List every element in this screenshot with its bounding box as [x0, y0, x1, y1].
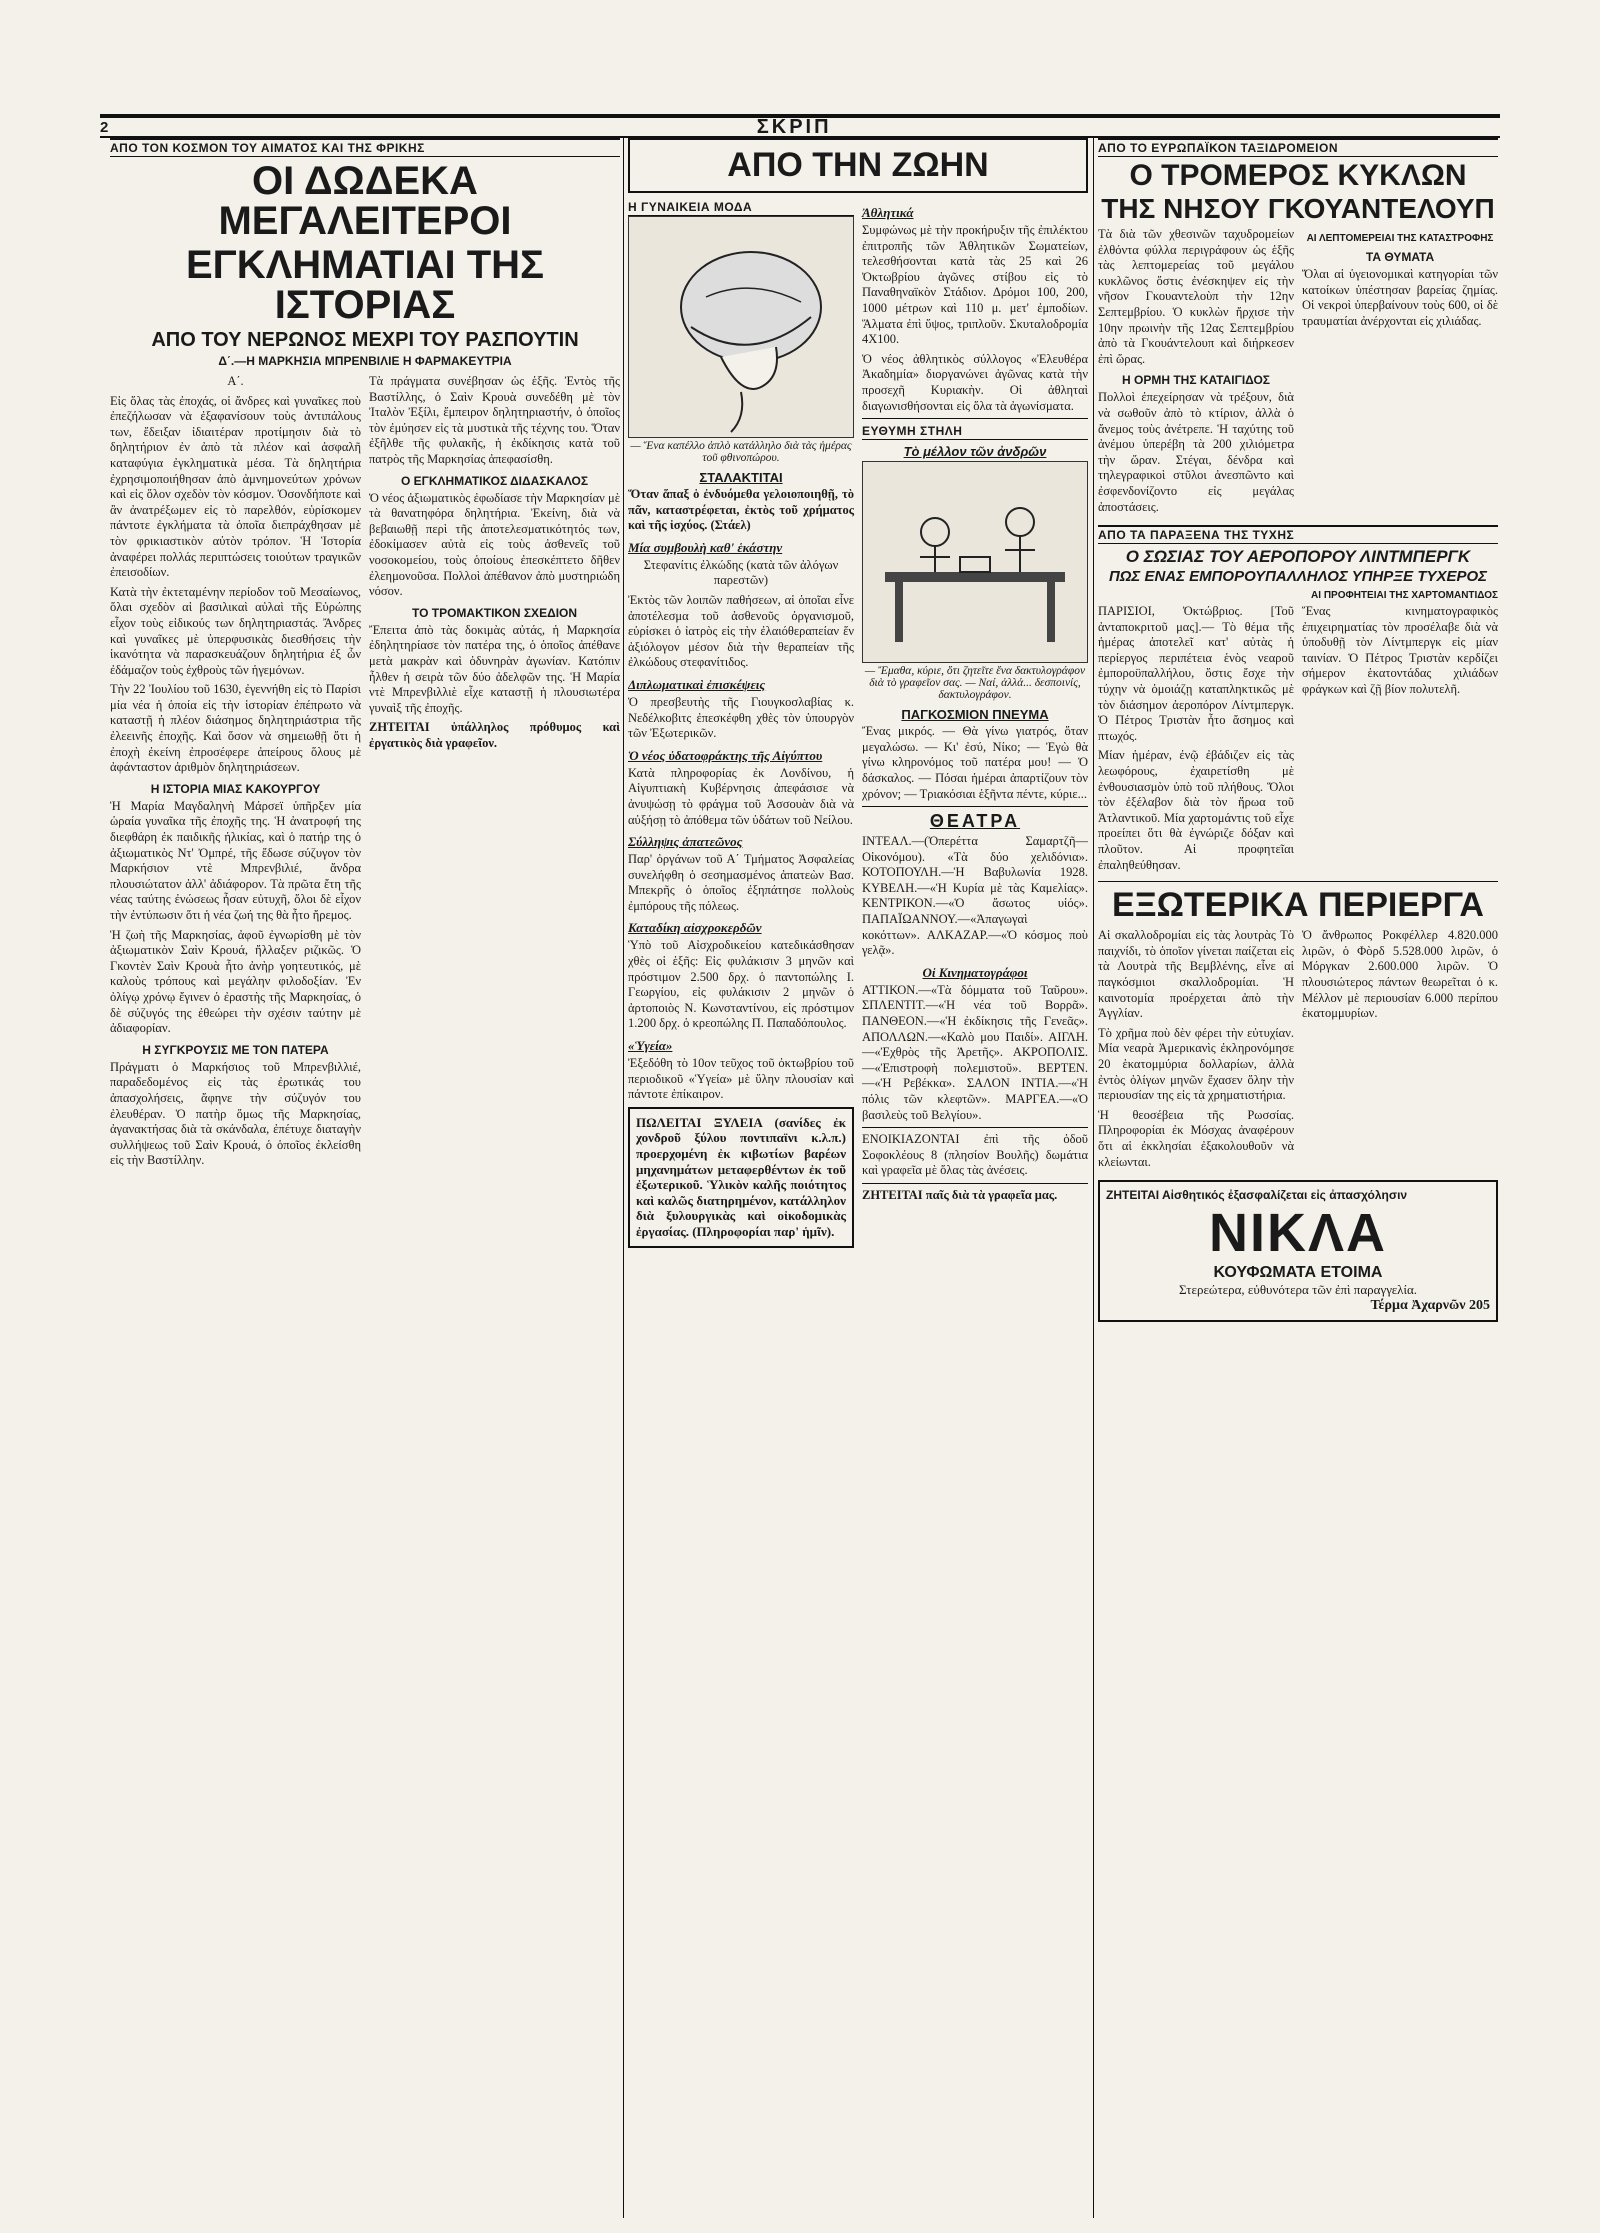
article-paragraph: Ὅλαι αἱ ὑγειονομικαὶ κατηγορίαι τῶν κατοίκων ὑπέστησαν βαρείας ζημίας. Οἱ νεκροὶ ὑπερβαίνουν τοὺς 600, οἱ δὲ τραυματίαι ἀνέρχονται εἰς χιλιάδας.	[1302, 267, 1498, 328]
article-paragraph: Ὁ νέος ἀξιωματικὸς ἐφωδίασε τὴν Μαρκησίαν μὲ τὰ θανατηφόρα δηλητήρια. Ἐκείνη, διὰ νὰ βεβαιωθῇ περὶ τῆς ἀποτελεσματικότητός των, ἐδοκίμασεν αὐτὰ εἰς τοὺς ἀσθενεῖς τοῦ νοσοκομείου, τοὺς ὁποίους ἐπεσκέπτετο δῆθεν ἐλεημονοῦσα. Πολλοὶ ἀπέθανον ἀπὸ μυστηριώδη νόσον.	[369, 490, 620, 599]
section-heading: Ἀθλητικά	[862, 205, 914, 220]
article-body	[1098, 227, 1498, 519]
article-headline: ΤΗΣ ΝΗΣΟΥ ΓΚΟΥΑΝΤΕΛΟΥΠ	[1101, 193, 1495, 224]
article-body	[1098, 928, 1498, 1174]
article-subhead: Δ΄.—Η ΜΑΡΚΗΣΙΑ ΜΠΡΕΝΒΙΛΙΕ Η ΦΑΡΜΑΚΕΥΤΡΙΑ	[218, 354, 512, 368]
section-heading: ΠΑΓΚΟΣΜΙΟΝ ΠΝΕΥΜΑ	[901, 707, 1049, 723]
section-heading: Η ΣΥΓΚΡΟΥΣΙΣ ΜΕ ΤΟΝ ΠΑΤΕΡΑ	[142, 1042, 329, 1057]
article-part: Α΄.	[227, 374, 244, 388]
section-heading: Σύλληψις ἀπατεῶνος	[628, 834, 743, 850]
article-kicker: ΑΠΟ ΤΟ ΕΥΡΩΠΑΪΚΟΝ ΤΑΞΙΔΡΟΜΕΙΟΝ	[1098, 138, 1498, 157]
article-paragraph: Ἐκτὸς τῶν λοιπῶν παθήσεων, αἱ ὁποῖαι εἶνε ἀποτέλεσμα τοῦ ἀσθενοῦς ὀργανισμοῦ, εὑρίσκει ὁ ἰατρὸς εἰς τὴν ἐλαιόθεραπείαν ἕν ἀξιόλογον μέσον διὰ τὴν θεραπείαν τῆς ἐλκώδους στεφανίτιδος.	[628, 592, 854, 670]
quote: Ὅταν ἅπαξ ὁ ἐνδυόμεθα γελοιοποιηθῇ, τὸ πᾶν, καταστρέφεται, ἐκτὸς τοῦ χρήματος καὶ τῆς ἰσχύος. (Στάελ)	[628, 487, 854, 533]
article-paragraph: Ἐξεδόθη τὸ 10ον τεῦχος τοῦ ὀκτωβρίου τοῦ περιοδικοῦ «Ὑγεία» μὲ ὕλην πλουσίαν καὶ πάντοτε ἐπίκαιρον.	[628, 1056, 854, 1102]
article-paragraph: Ὑπὸ τοῦ Αἰσχροδικείου κατεδικάσθησαν χθὲς οἱ ἑξῆς: Εἰς φυλάκισιν 3 μηνῶν καὶ πρόστιμον 2.500 δρχ. ὁ παντοπώλης Ι. Γεωργίου, εἰς φυλάκισιν 2 μηνῶν ὁ ἀρτοποιὸς Ν. Κωνσταντίνου, εἰς πρόστιμον 1.200 δρχ. ὁ κρεοπώλης Π. Παπαδόπουλος.	[628, 938, 854, 1031]
article-paragraph: Ἡ θεοσέβεια τῆς Ρωσσίας. Πληροφορίαι ἐκ Μόσχας ἀναφέρουν ὅτι αἱ ἐκκλησίαι ἐξακολουθοῦν νὰ κλείωνται.	[1098, 1107, 1294, 1169]
section-heading: Μία συμβουλὴ καθ' ἑκάστην	[628, 539, 783, 555]
article-paragraph: Ἕνας κινηματογραφικὸς ἐπιχειρηματίας τὸν προσέλαβε διὰ νὰ ὑποδυθῇ τὸν Λίντμπεργκ εἰς μίαν ταινίαν. Ὁ Πέτρος Τριστὰν κερδίζει σήμερον ἑκατοντάδας χιλιάδων φράγκων καὶ ζῇ βίον πολυτελῆ.	[1302, 604, 1498, 697]
section-heading: Η ΙΣΤΟΡΙΑ ΜΙΑΣ ΚΑΚΟΥΡΓΟΥ	[150, 781, 321, 796]
nikla-line: Στερεώτερα, εὐθυνότερα τῶν ἐπὶ παραγγελία.	[1178, 1282, 1418, 1298]
section-heading: Ο ΕΓΚΛΗΜΑΤΙΚΟΣ ΔΙΔΑΣΚΑΛΟΣ	[400, 473, 589, 488]
article-headline: Ο ΤΡΟΜΕΡΟΣ ΚΥΚΛΩΝ	[1129, 159, 1467, 192]
article-paragraph: Ἔνας μικρός. — Θὰ γίνω γιατρός, ὅταν μεγαλώσω. — Κι' ἐσύ, Νίκο; — Ἐγὼ θὰ γίνω κληρονόμος τοῦ πατέρα μου! — Ὁ δάσκαλος. — Πόσαι ἡμέραι ἀπαρτίζουν τὸν χρόνον; — Τριακόσιαι ἑξῆντα πέντε, κύριε...	[862, 724, 1088, 801]
article-paragraph: Παρ' ὀργάνων τοῦ Α΄ Τμήματος Ἀσφαλείας συνελήφθη ὁ σεσημασμένος ἀπατεὼν Βασ. Μπεκρῆς ὁ ὁποῖος ἐξηπάτησε πολλοὺς ἐμπόρους τῆς πόλεως.	[628, 852, 854, 913]
theatre-listing: ΙΝΤΕΑΛ.—(Ὀπερέττα Σαμαρτζῆ—Οἰκονόμου). «Τὰ δύο χελιδόνια». ΚΟΤΟΠΟΥΛΗ.—Ἡ Βαβυλωνία 1928. ΚΥΒΕΛΗ.—«Ἡ Κυρία μὲ τὰς Καμελίας». ΚΕΝΤΡΙΚΟΝ.—«Ὁ ἄσωτος υἱός». ΠΑΠΑΪΩΑΝΝΟΥ.—«Ἀπαγωγαὶ κοκόττων». ΑΛΚΑΖΑΡ.—«Ὁ κόσμος ποὺ γελᾷ».	[862, 834, 1088, 958]
section-heading: Διπλωματικαὶ ἐπισκέψεις	[628, 676, 766, 692]
article-paragraph: Πράγματι ὁ Μαρκήσιος τοῦ Μπρενβιλλιέ, παραδεδομένος εἰς τὰς ἐρωτικάς του ἀπασχολήσεις, ἄφηνε τὴν σύζυγόν του ἐλευθέραν. Ὁ πατὴρ ὅμως τῆς Μαρκησίας, ἀγανακτήσας διὰ τὰ σκάνδαλα, ἐπέτυχε διαταγὴν συλλήψεως τοῦ Σαὶν Κρουά, ὁ ὁποῖος ἐκλείσθη εἰς τὴν Βαστίλλην.	[110, 1059, 361, 1168]
article-paragraph: Συμφώνως μὲ τὴν προκήρυξιν τῆς ἐπιλέκτου ἐπιτροπῆς τῶν Ἀθλητικῶν Σωματείων, τελεσθήσονται κατὰ τὰς 25 καὶ 26 Ὀκτωβρίου ἀγῶνες στίβου εἰς τὸ Παναθηναϊκὸν Στάδιον. Δρόμοι 100, 200, 1000 μέτρων καὶ 110 μ. μετ' ἐμποδίων. Ἅλματα ἐπὶ ὕψος, τριπλοῦν. Σκυταλοδρομία 4Χ100.	[862, 223, 1088, 347]
column-divider	[623, 138, 624, 2218]
article-paragraph: Ἡ ζωὴ τῆς Μαρκησίας, ἀφοῦ ἐγνωρίσθη μὲ τὸν ἀξιωματικὸν Σαὶν Κρουά, ἤλλαξεν ριζικῶς. Ὁ Γκοντὲν Σαὶν Κρουὰ ἦτο ἀνὴρ γοητευτικός, μὲ καλοὺς τρόπους καὶ μεγάλην φιλοδοξίαν. Ἐν ὀλίγῳ χρόνῳ ἔγινεν ὁ ἐραστὴς τῆς Μαρκησίας, ὁ δὲ σύζυγός της ἐθεώρει τὴν σχέσιν ταύτην μὲ ἀδιαφορίαν.	[110, 927, 361, 1036]
nikla-sub: ΚΟΥΦΩΜΑΤΑ ΕΤΟΙΜΑ	[1213, 1264, 1383, 1282]
section-heading: Η ΟΡΜΗ ΤΗΣ ΚΑΤΑΙΓΙΔΟΣ	[1121, 373, 1271, 388]
nikla-ad	[1098, 1180, 1498, 1322]
fashion-illustration	[628, 216, 854, 438]
article-paragraph: Τὰ πράγματα συνέβησαν ὡς ἑξῆς. Ἐντὸς τῆς Βαστίλλης, ὁ Σαὶν Κρουὰ συνεδέθη μὲ τὸν Ἰταλὸν Ἐξίλι, ἔμπειρον δηλητηριαστήν, ὁ ὁποῖος τὸν ἐμύησεν εἰς τὰ μυστικὰ τῆς τέχνης του. Ὅταν ἐξῆλθε τῆς φυλακῆς, ἡ ἐκδίκησις κατὰ τοῦ πατρὸς τῆς Μαρκησίας ἀπεφασίσθη.	[369, 374, 620, 466]
column-divider	[1093, 138, 1094, 2218]
article-paragraph: Ὁ ἄνθρωπος Ροκφέλλερ 4.820.000 λιρῶν, ὁ Φὸρδ 5.528.000 λιρῶν, ὁ Μόργκαν 2.600.000 λιρῶν. Ὁ πλουσιώτερος πάντων θεωρεῖται ὁ κ. Μέλλον μὲ περιουσίαν 6.000 περίπου ἑκατομμυρίων.	[1302, 928, 1498, 1021]
wood-ad	[628, 1107, 854, 1248]
article-kicker: ΑΠΟ ΤΟΝ ΚΟΣΜΟΝ ΤΟΥ ΑΙΜΑΤΟΣ ΚΑΙ ΤΗΣ ΦΡΙΚΗΣ	[110, 138, 620, 157]
section-heading: ΣΤΑΛΑΚΤΙΤΑΙ	[699, 470, 783, 485]
section-heading: Καταδίκη αἰσχροκερδῶν	[628, 920, 762, 936]
cartoon-label: ΕΥΘΥΜΗ ΣΤΗΛΗ	[862, 423, 1088, 440]
article-cyclone	[1098, 138, 1498, 1322]
paper-name: ΣΚΡΙΠ	[756, 115, 832, 138]
article-paragraph: Ὁ πρεσβευτὴς τῆς Γιουγκοσλαβίας κ. Νεδέλκοβιτς ἐπεσκέφθη χθὲς τὸν ὑπουργὸν τῶν Ἐξωτερικῶν.	[628, 694, 854, 741]
article-paragraph: ΠΑΡΙΣΙΟΙ, Ὀκτώβριος. [Τοῦ ἀνταποκριτοῦ μας].— Τὸ θέμα τῆς ἡμέρας ἀποτελεῖ κατ' αὐτὰς ἡ περίεργος περιπέτεια ἑνὸς νεαροῦ ἐμποροϋπαλλήλου, ὅστις ἔσχε τὴν τύχην νὰ ὁμοιάζῃ καταπληκτικῶς μὲ τὸν διάσημον ἀεροπόρον Λίντμπεργκ. Ὁ Πέτρος Τριστὰν ἦτο ἄσημος καὶ πτωχός.	[1098, 604, 1294, 743]
fashion-caption: — Ἕνα καπέλλο ἁπλὸ κατάλληλο διὰ τὰς ἡμέρας τοῦ φθινοπώρου.	[630, 440, 852, 464]
article-paragraph: Κατὰ τὴν ἐκτεταμένην περίοδον τοῦ Μεσαίωνος, ὅλαι σχεδὸν αἱ βασιλικαὶ αὐλαὶ τῆς Εὐρώπης εἶχον τοὺς εἰδικούς των δηλητηριαστάς. Ἄνδρες καὶ γυναῖκες μὲ ὑπερφυσικὰς διεσθήσεις τὴν ἱκανότητα νὰ παρασκευάζουν δηλητήρια ἐξ ὧν ἐδάμαζον τοὺς ἐχθροὺς τῶν ἡγεμόνων.	[110, 584, 361, 677]
section-heading: «Ὑγεία»	[628, 1038, 673, 1054]
article-paragraph: Πολλοὶ ἐπεχείρησαν νὰ τρέξουν, διὰ νὰ σωθοῦν ἀπὸ τὸ κτίριον, ἀλλὰ ὁ ἄνεμος τοὺς ἀνέτρεπε. Ἡ ταχύτης τοῦ ἀνέμου ὑπερέβη τὰ 200 χιλιόμετρα τὴν ὥραν. Στέγαι, δένδρα καὶ τηλεγραφικοὶ στῦλοι ἀνεσπῶντο καὶ ἐσφενδονίζοντο εἰς μεγάλας ἀποστάσεις.	[1098, 390, 1294, 514]
nikla-address: Τέρμα Ἀχαρνῶν 205	[1370, 1298, 1490, 1314]
article-headline: ΕΞΩΤΕΡΙΚΑ ΠΕΡΙΕΡΓΑ	[1112, 886, 1484, 925]
office-scene-icon	[863, 462, 1087, 662]
article-paragraph: Τὰ διὰ τῶν χθεσινῶν ταχυδρομείων ἐλθόντα φύλλα περιγράφουν ὡς ἑξῆς τὰς λεπτομερείας τοῦ μεγάλου κυκλῶνος ὅστις ἐνέσκηψεν εἰς τὴν νῆσον Γκουαντελοὺπ τὴν 12ην Σεπτεμβρίου. Ὁ κυκλὼν ἤρχισε τὴν 10ην πρωινὴν τῆς 12ας Σεπτεμβρίου ἀπὸ τὰ Γκουάντελουπ καὶ διήρκεσεν ἐπὶ ὥρας.	[1098, 227, 1294, 366]
section-from-life	[628, 138, 1088, 1248]
article-paragraph: Ἔπειτα ἀπὸ τὰς δοκιμὰς αὐτάς, ἡ Μαρκησία ἐδηλητηρίασε τὸν πατέρα της, ὁ ὁποῖος ἀπέθανε μετὰ μακρὰν καὶ ὀδυνηρὰν ἀγωνίαν. Κατόπιν ἦλθεν ἡ σειρὰ τῶν δύο ἀδελφῶν της. Ἡ Μαρία ντὲ Μπρενβιλλιὲ εἶχε καταστῇ ἡ πλουσιωτέρα γυναὶξ τῆς ἐποχῆς.	[369, 622, 620, 715]
section-heading: Ὁ νέος ὑδατοφράκτης τῆς Αἰγύπτου	[628, 747, 823, 763]
classified-ad: ΕΝΟΙΚΙΑΖΟΝΤΑΙ ἐπὶ τῆς ὁδοῦ Σοφοκλέους 8 (πλησίον Βουλῆς) δωμάτια καὶ γραφεῖα μὲ ὅλας τὰς ἀνέσεις.	[862, 1132, 1088, 1178]
nikla-ad-top: ΖΗΤΕΙΤΑΙ Αἰσθητικός ἐξασφαλίζεται εἰς ἀπασχόλησιν	[1106, 1188, 1408, 1203]
article-paragraph: Ἡ Μαρία Μαγδαληνὴ Μάρσεϊ ὑπῆρξεν μία ὡραία γυναῖκα τῆς ἐποχῆς της. Ἡ ἀνατροφή της διεφθάρη ἐκ παιδικῆς ἡλικίας, καὶ ὁ πατήρ της ὁ ἀξιωματικὸς Ντ' Ὀμπρέ, τῆς ἔδωσε σύζυγον τὸν Μαρκήσιον ντὲ Μπρενβιλιέ, ἄνδρα πλουσιώτατον ἀλλ' ἀδιάφορον. Τὰ πρῶτα ἔτη τῆς νέας ταύτης ἐνώσεως ἦσαν εὐτυχῆ, ὅλοι δὲ εἶχον τὴν ἐντύπωσιν ὅτι ἡ νέα ζωή της θὰ ἦτο ἤρεμος.	[110, 798, 361, 922]
side-kicker: ΑΙ ΠΡΟΦΗΤΕΙΑΙ ΤΗΣ ΧΑΡΤΟΜΑΝΤΙΔΟΣ	[1311, 590, 1498, 602]
cinema-listing: ΑΤΤΙΚΟΝ.—«Τὰ δόμματα τοῦ Ταῦρου». ΣΠΛΕΝΤΙΤ.—«Ἡ νέα τοῦ Βορρᾶ». ΠΑΝΘΕΟΝ.—«Ἡ ἐκδίκησις τῆς Γενεᾶς». ΑΠΟΛΛΩΝ.—«Καλὸ μου Παιδί». ΑΙΓΛΗ.—«Ἐχθρὸς τῆς Ἀρετῆς». ΑΚΡΟΠΟΛΙΣ.—«Ἐπιστροφὴ πολεμιστοῦ». ΒΕΡΤΕΝ.—«Ἡ Ρεβέκκα». ΣΑΛΟΝ ΙΝΤΙΑ.—«Ἡ πόλις τῶν κλεφτῶν». ΜΑΡΓΕΑ.—«Ὁ βασιλεὺς τοῦ Βελγίου».	[862, 982, 1088, 1122]
article-criminals	[110, 138, 620, 1173]
article-paragraph: Ὁ νέος ἀθλητικὸς σύλλογος «Ἐλευθέρα Ἀκαδημία» διοργανώνει ἀγῶνας κατὰ τὴν προσεχῆ Κυριακὴν. Οἱ ἀθληταὶ διαγωνισθήσονται εἰς ὅλα τὰ ἀγωνίσματα.	[862, 351, 1088, 413]
section-body	[628, 199, 1088, 1248]
article-headline: ΟΙ ΔΩΔΕΚΑ ΜΕΓΑΛΕΙΤΕΡΟΙ	[218, 159, 512, 243]
article-paragraph: Αἱ σκαλλοδρομίαι εἰς τὰς λουτρὰς Τὸ παιχνίδι, τὸ ὁποῖον γίνεται παίζεται εἰς τὰ Λουτρὰ τῆς Βεμβλένης, εἶνε αἱ παγκόσμιοι σκαλλοδρομίαι. Ἡ καινοτομία προέρχεται ἀπὸ τὴν Ἀγγλίαν.	[1098, 928, 1294, 1021]
article-subhead: ΑΠΟ ΤΟΥ ΝΕΡΩΝΟΣ ΜΕΧΡΙ ΤΟΥ ΡΑΣΠΟΥΤΙΝ	[151, 329, 579, 351]
article-kicker: ΑΠΟ ΤΑ ΠΑΡΑΞΕΝΑ ΤΗΣ ΤΥΧΗΣ	[1098, 525, 1498, 544]
article-headline: ΕΓΚΛΗΜΑΤΙΑΙ ΤΗΣ ΙΣΤΟΡΙΑΣ	[185, 243, 545, 327]
classified-ad: ΖΗΤΕΙΤΑΙ παῖς διὰ τὰ γραφεῖα μας.	[862, 1187, 1058, 1202]
page-number: 2	[100, 118, 109, 136]
article-paragraph: Κατὰ πληροφορίας ἐκ Λονδίνου, ἡ Αἰγυπτιακὴ Κυβέρνησις ἀπεφάσισε νὰ ἀνυψώσῃ τὸ φράγμα τοῦ Ἀσσουὰν διὰ νὰ αὐξήσῃ τὸ ἀπόθεμα τῶν ὑδάτων τοῦ Νείλου.	[628, 765, 854, 827]
section-heading: ΤΑ ΘΥΜΑΤΑ	[1365, 250, 1435, 264]
article-body	[110, 374, 620, 1173]
cartoon-title: Τὸ μέλλον τῶν ἀνδρῶν	[903, 444, 1047, 460]
article-paragraph: Εἰς ὅλας τὰς ἐποχάς, οἱ ἄνδρες καὶ γυναῖκες ποὺ ἐπεζήλωσαν νὰ ἐξαφανίσουν τοὺς ἀντιπάλους των, ἔδειξαν ἰδιαιτέραν προτίμησιν διὰ τὸ δηλητήριον ἐν ἀπὸ τὰ πλέον καὶ ἀσφαλῆ καταφύγια ἐγκληματικὰ μέσα. Τὰ δηλητήρια ἐχρησιμοποιήθησαν ἀπὸ ἀμνημονεύτων χρόνων καὶ εἰς ὅλον σχεδὸν τὸν κόσμον. Ὁσονδήποτε καὶ ἂν ἀνατρέξωμεν εἰς τὸ παρελθόν, εὑρίσκομεν πάντοτε ἐγκλήματα τὰ ὁποῖα διεπράχθησαν μὲ τὸν φρικιαστικὸν αὐτὸν τρόπον. Ἡ Ἱστορία ἀναφέρει πολλάς περιπτώσεις τοιούτων τραγικῶν ἐπεισοδίων.	[110, 393, 361, 580]
classified-ad: ΖΗΤΕΙΤΑΙ ὑπάλληλος πρόθυμος καὶ ἐργατικὸς διὰ γραφεῖον.	[369, 720, 620, 750]
section-title: ΑΠΟ ΤΗΝ ΖΩΗΝ	[628, 138, 1088, 193]
section-heading: ΤΟ ΤΡΟΜΑΚΤΙΚΟΝ ΣΧΕΔΙΟΝ	[411, 605, 578, 620]
fashion-label: Η ΓΥΝΑΙΚΕΙΑ ΜΟΔΑ	[628, 199, 854, 216]
article-body	[1098, 604, 1498, 877]
side-kicker: ΑΙ ΛΕΠΤΟΜΕΡΕΙΑΙ ΤΗΣ ΚΑΤΑΣΤΡΟΦΗΣ	[1306, 233, 1494, 244]
section-heading: Οἱ Κινηματογράφοι	[922, 964, 1028, 980]
masthead	[100, 114, 1500, 138]
article-headline: ΠΩΣ ΕΝΑΣ ΕΜΠΟΡΟΥΠΑΛΛΗΛΟΣ ΥΠΗΡΞΕ ΤΥΧΕΡΟΣ	[1108, 568, 1488, 586]
cartoon-caption: — Ἔμαθα, κύριε, ὅτι ζητεῖτε ἕνα δακτυλογράφον διὰ τὸ γραφεῖον σας. — Ναί, ἀλλά... δεσποινίς, δακτυλογράφον.	[864, 665, 1086, 702]
section-heading: ΘΕΑΤΡΑ	[929, 811, 1021, 832]
wood-ad-text: ΠΩΛΕΙΤΑΙ ΞΥΛΕΙΑ (σανίδες ἐκ χονδροῦ ξύλου ποντιπαϊνι κ.λ.π.) προερχομένη ἐκ κιβωτίων βαρέων μηχανημάτων μεταφερθέντων ἐκ τοῦ ἐξωτερικοῦ. Ὑλικὸν καλῆς ποιότητος καὶ καλῶς διατηρημένον, κατάλληλον διὰ ξυλουργικὰς καὶ οἰκοδομικὰς ἐργασίας. (Πληροφορίαι παρ' ἡμῖν).	[636, 1114, 846, 1239]
nikla-brand: ΝΙΚΛΑ	[1208, 1203, 1387, 1264]
article-paragraph: Τὸ χρῆμα ποὺ δὲν φέρει τὴν εὐτυχίαν. Μία νεαρὰ Ἀμερικανὶς ἐκληρονόμησε 20 ἑκατομμύρια δολλαρίων, ἀλλὰ ἐντὸς ὀλίγων μηνῶν ἔχασεν ὅλην τὴν περιουσίαν της εἰς τὰ χρηματιστήρια.	[1098, 1025, 1294, 1103]
section-subheading: Στεφανίτις ἐλκώδης (κατὰ τῶν ἀλόγων παρεστῶν)	[643, 557, 839, 588]
article-paragraph: Τὴν 22 Ἰουλίου τοῦ 1630, ἐγεννήθη εἰς τὸ Παρίσι μία νέα ἡ ὁποία εἰς τὴν ἱστορίαν ἐπέπρωτο νὰ καταστῇ ἡ πλέον διάσημος δηλητηριάστρια τῆς ἐλεεινῆς ἐποχῆς. Καὶ ὅσον νὰ σημειωθῇ ὅτι ἡ ἐποχὴ ἐκείνη ἐπροσέφερε ἀπείρους ὅλους μὲ ἀφάνταστον ἀριθμὸν δηλητηριάσεων.	[110, 682, 361, 775]
article-headline: Ο ΣΩΣΙΑΣ ΤΟΥ ΑΕΡΟΠΟΡΟΥ ΛΙΝΤΜΠΕΡΓΚ	[1125, 547, 1471, 567]
cartoon-illustration	[862, 461, 1088, 663]
article-paragraph: Μίαν ἡμέραν, ἐνῷ ἐβάδιζεν εἰς τὰς λεωφόρους, ἐχαιρετίσθη μὲ ἐνθουσιασμὸν ὑπὸ τοῦ πλήθους. Ὅλοι τὸν ἐξέλαβον διὰ τὸν ἥρωα τοῦ Ἀτλαντικοῦ. Μία χαρτομάντις τοῦ εἶχε προείπει ὅτι θὰ ἐγνώριζε δόξαν καὶ πλοῦτον. Αἱ προφητεῖαι ἐπαληθεύθησαν.	[1098, 748, 1294, 872]
hat-icon	[629, 217, 853, 437]
